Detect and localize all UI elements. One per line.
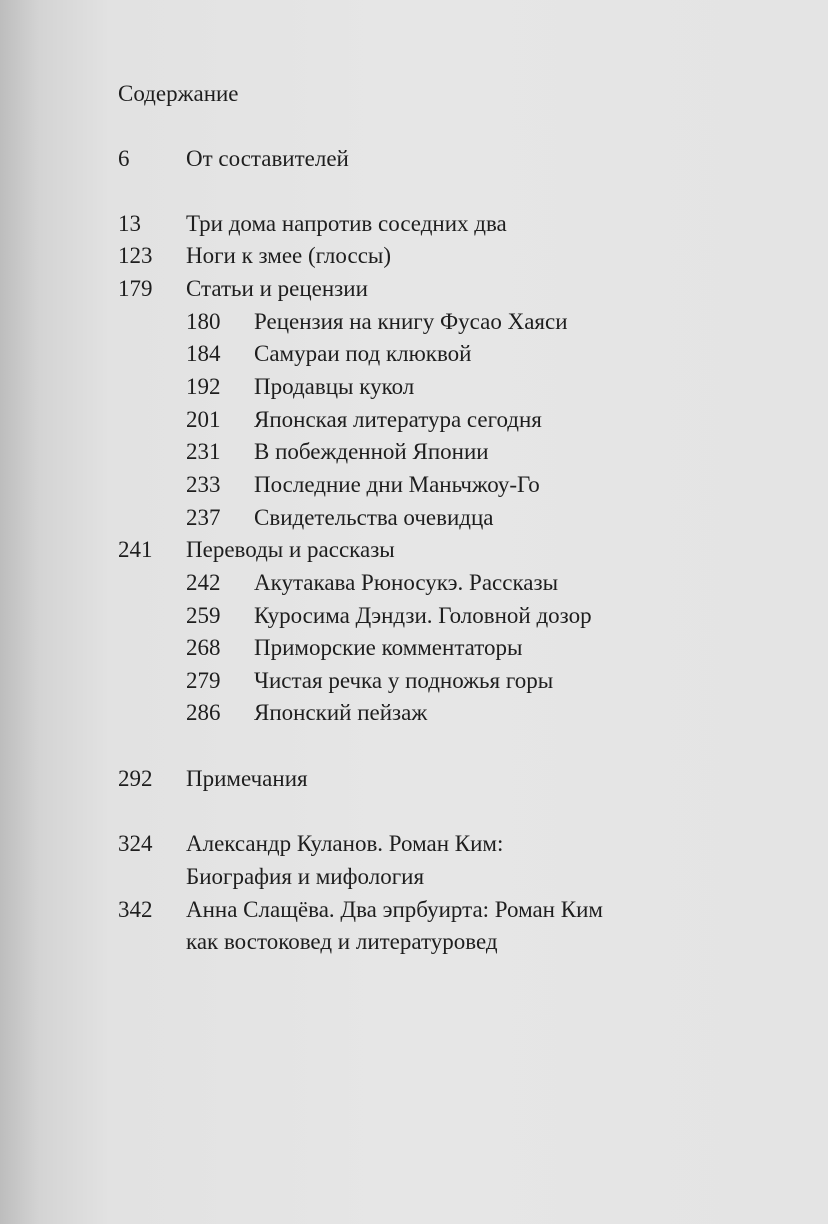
- page-number: 242: [186, 570, 221, 595]
- entry-title: Последние дни Маньчжоу-Го: [254, 472, 540, 497]
- page-number: 342: [118, 897, 153, 922]
- page-number: 184: [186, 341, 221, 366]
- page-title: Содержание: [118, 81, 239, 106]
- entry-title: Статьи и рецензии: [186, 276, 368, 301]
- page-number: 231: [186, 439, 221, 464]
- entry-title-continued: как востоковед и литературовед: [186, 929, 498, 954]
- entry-title: Самураи под клюквой: [254, 341, 472, 366]
- entry-title: Продавцы кукол: [254, 374, 415, 399]
- entry-title: Японская литература сегодня: [254, 407, 542, 432]
- page-number: 201: [186, 407, 221, 432]
- entry-title: Рецензия на книгу Фусао Хаяси: [254, 309, 568, 334]
- entry-title: В побежденной Японии: [254, 439, 489, 464]
- page-number: 180: [186, 309, 221, 334]
- entry-title: Японский пейзаж: [254, 700, 428, 725]
- page-number: 286: [186, 700, 221, 725]
- entry-title: Анна Слащёва. Два эпрбуирта: Роман Ким: [186, 897, 603, 922]
- page-number: 241: [118, 537, 153, 562]
- page-number: 13: [118, 211, 141, 236]
- entry-title: Свидетельства очевидца: [254, 505, 494, 530]
- page-number: 192: [186, 374, 221, 399]
- entry-title: Переводы и рассказы: [186, 537, 395, 562]
- entry-title: Три дома напротив соседних два: [186, 211, 507, 236]
- entry-title: Примечания: [186, 766, 308, 791]
- page-number: 237: [186, 505, 221, 530]
- page-number: 233: [186, 472, 221, 497]
- page-number: 324: [118, 831, 153, 856]
- page-number: 292: [118, 766, 153, 791]
- entry-title: Ноги к змее (глоссы): [186, 243, 392, 268]
- entry-title: Приморские комментаторы: [254, 635, 523, 660]
- entry-title: Чистая речка у подножья горы: [254, 668, 554, 693]
- page-number: 279: [186, 668, 221, 693]
- page-number: 179: [118, 276, 153, 301]
- entry-title: Куросима Дэндзи. Головной дозор: [254, 603, 592, 628]
- entry-title-continued: Биография и мифология: [186, 864, 425, 889]
- page-number: 123: [118, 243, 153, 268]
- page-number: 268: [186, 635, 221, 660]
- page-number: 6: [118, 146, 130, 171]
- entry-title: От составителей: [186, 146, 349, 171]
- page-number: 259: [186, 603, 221, 628]
- entry-title: Акутакава Рюносукэ. Рассказы: [254, 570, 559, 595]
- entry-title: Александр Куланов. Роман Ким:: [186, 831, 504, 856]
